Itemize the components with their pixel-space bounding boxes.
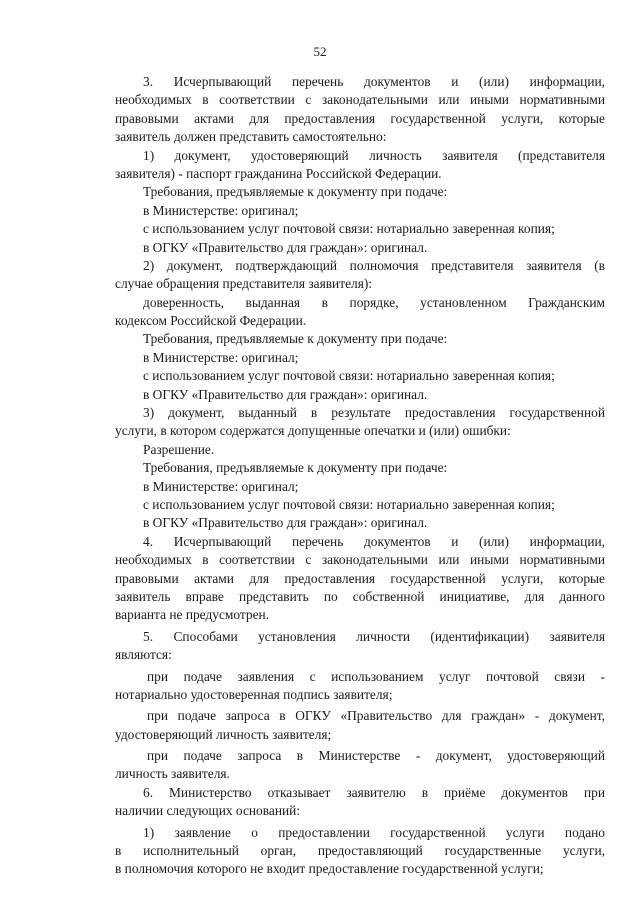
- text-line: Требования, предъявляемые к документу при подаче:: [143, 460, 448, 476]
- text-line: заявитель должен представить самостоятельно:: [115, 129, 387, 145]
- text-line: при подаче запроса в ОГКУ «Правительство для граждан» - документ,: [147, 708, 605, 724]
- text-line: в Министерстве: оригинал;: [143, 349, 299, 365]
- text-line: 3) документ, выданный в результате предоставления государственной: [143, 405, 605, 421]
- text-line: в ОГКУ «Правительство для граждан»: оригинал.: [143, 239, 428, 255]
- text-line: правовыми актами для предоставления государственной услуги, которые: [115, 110, 605, 126]
- text-line: в полномочия которого не входит предоставление государственной услуги;: [115, 861, 544, 877]
- text-line: удостоверяющий личность заявителя;: [115, 726, 332, 742]
- text-line: с использованием услуг почтовой связи: нотариально заверенная копия;: [143, 368, 555, 384]
- text-line: необходимых в соответствии с законодательными или иными нормативными: [115, 92, 605, 108]
- text-line: доверенность, выданная в порядке, установленном Гражданским: [143, 294, 605, 310]
- text-line: правовыми актами для предоставления государственной услуги, которые: [115, 570, 605, 586]
- text-line: заявителя) - паспорт гражданина Российской Федерации.: [115, 165, 442, 181]
- text-line: 1) заявление о предоставлении государственной услуги подано: [143, 824, 605, 840]
- text-line: являются:: [115, 647, 172, 663]
- text-line: Требования, предъявляемые к документу при подаче:: [143, 184, 448, 200]
- text-line: необходимых в соответствии с законодательными или иными нормативными: [115, 552, 605, 568]
- text-line: в исполнительный орган, предоставляющий государственные услуги,: [115, 843, 605, 859]
- text-line: с использованием услуг почтовой связи: нотариально заверенная копия;: [143, 496, 555, 512]
- text-line: заявитель вправе представить по собственной инициативе, для данного: [115, 588, 605, 604]
- text-line: в Министерстве: оригинал;: [143, 478, 299, 494]
- text-line: при подаче запроса в Министерстве - документ, удостоверяющий: [147, 748, 605, 764]
- text-line: 5. Способами установления личности (идентификации) заявителя: [143, 628, 605, 644]
- text-line: наличии следующих оснований:: [115, 803, 301, 819]
- text-line: в Министерстве: оригинал;: [143, 202, 299, 218]
- text-line: кодексом Российской Федерации.: [115, 313, 307, 329]
- text-line: в ОГКУ «Правительство для граждан»: оригинал.: [143, 515, 428, 531]
- text-line: случае обращения представителя заявителя):: [115, 276, 373, 292]
- text-line: 2) документ, подтверждающий полномочия представителя заявителя (в: [143, 257, 605, 273]
- text-line: с использованием услуг почтовой связи: нотариально заверенная копия;: [143, 221, 555, 237]
- text-line: в ОГКУ «Правительство для граждан»: оригинал.: [143, 386, 428, 402]
- document-body: [115, 73, 605, 879]
- page-number: 52: [313, 44, 327, 59]
- text-line: при подаче заявления с использованием услуг почтовой связи -: [147, 668, 605, 684]
- text-line: 3. Исчерпывающий перечень документов и (или) информации,: [143, 74, 605, 89]
- text-line: Требования, предъявляемые к документу при подаче:: [143, 331, 448, 347]
- text-line: услуги, в котором содержатся допущенные опечатки и (или) ошибки:: [115, 423, 511, 439]
- text-line: личность заявителя.: [115, 766, 230, 782]
- text-line: 6. Министерство отказывает заявителю в приёме документов при: [143, 784, 605, 800]
- text-line: 4. Исчерпывающий перечень документов и (или) информации,: [143, 533, 605, 549]
- text-line: Разрешение.: [143, 441, 215, 457]
- text-line: варианта не предусмотрен.: [115, 607, 270, 623]
- text-line: нотариально удостоверенная подпись заявителя;: [115, 686, 393, 702]
- text-line: 1) документ, удостоверяющий личность заявителя (представителя: [143, 147, 605, 163]
